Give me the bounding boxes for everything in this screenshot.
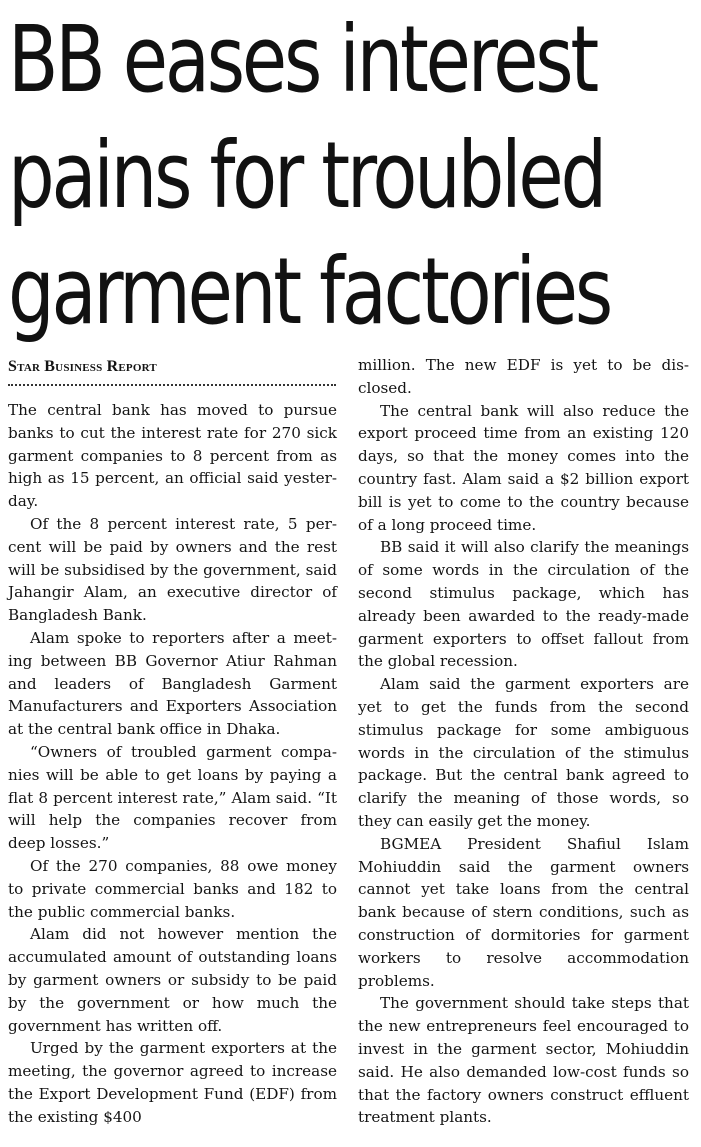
- article-paragraph: BGMEA President Shafiul Islam Mohiuddin said the garment owners cannot yet take loans from the central bank because of stern conditions, such as construction of dormitories for garment workers to resolve accommodation problems.: [358, 834, 689, 990]
- byline-dotted-divider: [8, 384, 336, 386]
- article-paragraph: BB said it will also clarify the meanings of some words in the circulation of the second stimulus package, which has already been awarded to the ready-made garment exporters to offset fallout from the global recession.: [358, 538, 689, 671]
- headline-line-3: garment factories: [8, 238, 610, 345]
- article-paragraph: Alam said the garment exporters are yet to get the funds from the second stimulus package for some ambiguous words in the circulation of the stimulus package. But the central bank agreed to clarify the meaning of those words, so they can easily get the money.: [358, 675, 689, 830]
- article-paragraph: Urged by the garment exporters at the meeting, the governor agreed to increase the Export Development Fund (EDF) from the existing $400: [8, 1039, 337, 1126]
- headline-line-1: BB eases interest: [8, 6, 597, 113]
- article-paragraph: Of the 8 percent interest rate, 5 percent will be paid by owners and the rest will be subsidised by the government, said Jahangir Alam, an executive director of Bangladesh Bank.: [8, 514, 337, 625]
- headline-line-2: pains for troubled: [8, 122, 604, 229]
- headline: [8, 2, 610, 350]
- article-paragraph: Alam spoke to reporters after a meeting between BB Governor Atiur Rahman and leaders of Bangladesh Garment Manufacturers and Exporters Association at the central bank office in Dhaka.: [8, 628, 337, 739]
- article-paragraph: The government should take steps that the new entrepreneurs feel encouraged to invest in the garment sector, Mohiuddin said. He also demanded low-cost funds so that the factory owners construct effluent treatment plants.: [358, 994, 689, 1127]
- article-paragraph: Of the 270 companies, 88 owe money to private commercial banks and 182 to the public commercial banks.: [8, 856, 337, 921]
- article-paragraph: million. The new EDF is yet to be disclosed.: [358, 356, 689, 397]
- article-paragraph: “Owners of troubled garment companies will be able to get loans by paying a flat 8 percent interest rate,” Alam said. “It will help the companies recover from deep losses.”: [8, 742, 337, 853]
- byline: Star Business Report: [8, 358, 157, 375]
- article-paragraph: Alam did not however mention the accumulated amount of outstanding loans by garment owners or subsidy to be paid by the government or how much the government has written off.: [8, 925, 337, 1035]
- article-paragraph: The central bank will also reduce the export proceed time from an existing 120 days, so that the money comes into the country fast. Alam said a $2 billion export bill is yet to come to the country because of a long proceed time.: [358, 401, 689, 534]
- article-paragraph: The central bank has moved to pursue banks to cut the interest rate for 270 sick garment companies to 8 percent from as high as 15 percent, an official said yesterday.: [8, 401, 337, 511]
- article-column-left: [8, 399, 337, 1129]
- article-column-right: [358, 354, 689, 1129]
